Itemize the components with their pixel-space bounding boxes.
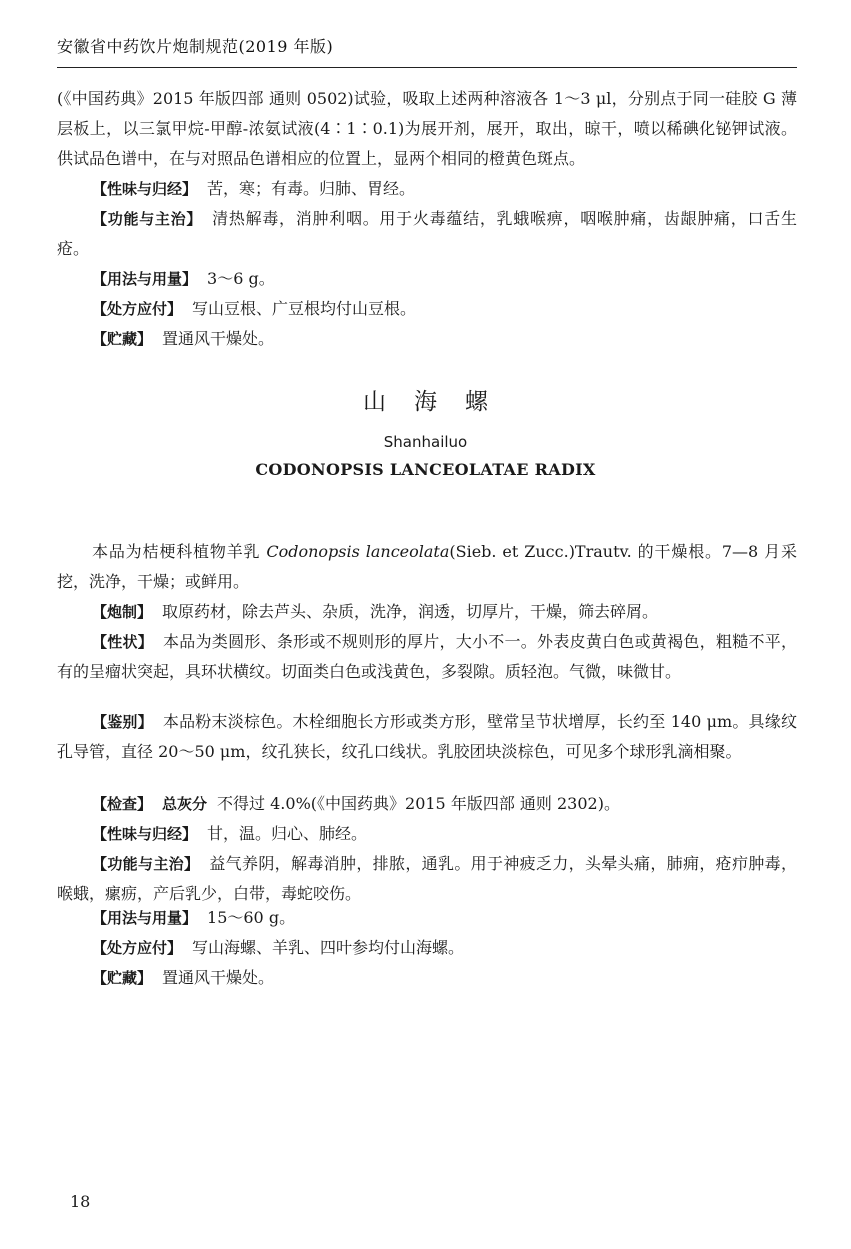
- inspection-section: [57, 789, 797, 819]
- section-text: 甘，温。归心、肺经。: [207, 824, 368, 843]
- processing-section: [57, 597, 797, 627]
- section-text: 本品为类圆形、条形或不规则形的厚片，大小不一。外表皮黄白色或黄褐色，粗糙不平，有的呈瘤状突起，具环状横纹。切面类白色或浅黄色，多裂隙。质轻泡。气微，味微甘。: [57, 632, 797, 681]
- prev-function-section: [57, 204, 797, 264]
- section-label: 【性状】: [92, 633, 154, 651]
- section-text: 3～6 g。: [207, 269, 275, 288]
- entry-title-pinyin: Shanhailuo: [383, 433, 468, 451]
- intro-text: 本品为桔梗科植物羊乳: [92, 542, 267, 561]
- section-text: 不得过 4.0%(《中国药典》2015 年版四部 通则 2302)。: [217, 794, 620, 813]
- section-label: 【用法与用量】: [92, 270, 198, 288]
- section-label: 【性味与归经】: [92, 180, 198, 198]
- section-text: 益气养阴，解毒消肿，排脓，通乳。用于神疲乏力，头晕头痛，肺痈，疮疖肿毒，喉蛾，瘰疬，产后乳少，白带，毒蛇咬伤。: [57, 854, 797, 903]
- section-label: 【鉴别】: [92, 713, 153, 731]
- section-label: 【处方应付】: [92, 939, 183, 957]
- prev-prescription-section: [57, 294, 797, 324]
- section-text: 15～60 g。: [207, 908, 296, 927]
- section-label: 【贮藏】: [92, 969, 153, 987]
- prev-usage-section: [57, 264, 797, 294]
- section-text: 取原药材，除去芦头、杂质，洗净，润透，切厚片，干燥，筛去碎屑。: [162, 602, 659, 621]
- prev-nature-section: [57, 174, 797, 204]
- identification-section: [57, 707, 797, 767]
- page-number: 18: [70, 1192, 91, 1211]
- nature-section: [57, 819, 797, 849]
- section-label: 【处方应付】: [92, 300, 183, 318]
- prescription-section: [57, 933, 797, 963]
- section-label: 【功能与主治】: [92, 210, 203, 228]
- section-text: 写山海螺、羊乳、四叶参均付山海螺。: [192, 938, 465, 957]
- section-label: 【用法与用量】: [92, 909, 198, 927]
- section-label: 【贮藏】: [92, 330, 153, 348]
- section-text: 本品粉末淡棕色。木栓细胞长方形或类方形，壁常呈节状增厚，长约至 140 μm。具缘纹孔导管，直径 20～50 μm，纹孔狭长，纹孔口线状。乳胶团块淡棕色，可见多个球形乳滴相聚。: [57, 712, 797, 761]
- prev-storage-section: [57, 324, 797, 354]
- description-section: [57, 627, 797, 687]
- running-header: 安徽省中药饮片炮制规范(2019 年版): [57, 37, 334, 56]
- section-text: 清热解毒，消肿利咽。用于火毒蕴结，乳蛾喉痹，咽喉肿痛，齿龈肿痛，口舌生疮。: [57, 209, 797, 258]
- section-label: 【性味与归经】: [92, 825, 198, 843]
- entry-title-latin: CODONOPSIS LANCEOLATAE RADIX: [255, 460, 596, 479]
- section-text: 置通风干燥处。: [162, 329, 275, 348]
- function-section: [57, 849, 797, 909]
- section-label: 【炮制】: [92, 603, 153, 621]
- intro-text-rest: (Sieb. et Zucc.)Trautv. 的干燥根。7—8 月采挖，洗净，干燥；或鲜用。: [57, 542, 798, 591]
- usage-section: [57, 903, 797, 933]
- section-text: 置通风干燥处。: [162, 968, 275, 987]
- prev-entry-continuation: (《中国药典》2015 年版四部 通则 0502)试验，吸取上述两种溶液各 1～3 μl，分别点于同一硅胶 G 薄层板上，以三氯甲烷-甲醇-浓氨试液(4∶1∶0.1)为展开剂，展开，取出，晾干，喷以稀碘化铋钾试液。供试品色谱中，在与对照品色谱相应的位置上，显两个相同的橙黄色斑点。: [57, 89, 797, 168]
- section-label: 【功能与主治】: [92, 855, 200, 873]
- section-sublabel: 总灰分: [162, 795, 208, 813]
- entry-title-chinese: 山海螺: [363, 389, 516, 415]
- storage-section: [57, 963, 797, 993]
- header-rule: [57, 67, 797, 68]
- section-text: 写山豆根、广豆根均付山豆根。: [192, 299, 417, 318]
- section-label: 【检查】: [92, 795, 153, 813]
- intro-latin-name: Codonopsis lanceolata: [266, 542, 450, 561]
- section-text: 苦，寒；有毒。归肺、胃经。: [207, 179, 416, 198]
- entry-intro: [57, 537, 797, 597]
